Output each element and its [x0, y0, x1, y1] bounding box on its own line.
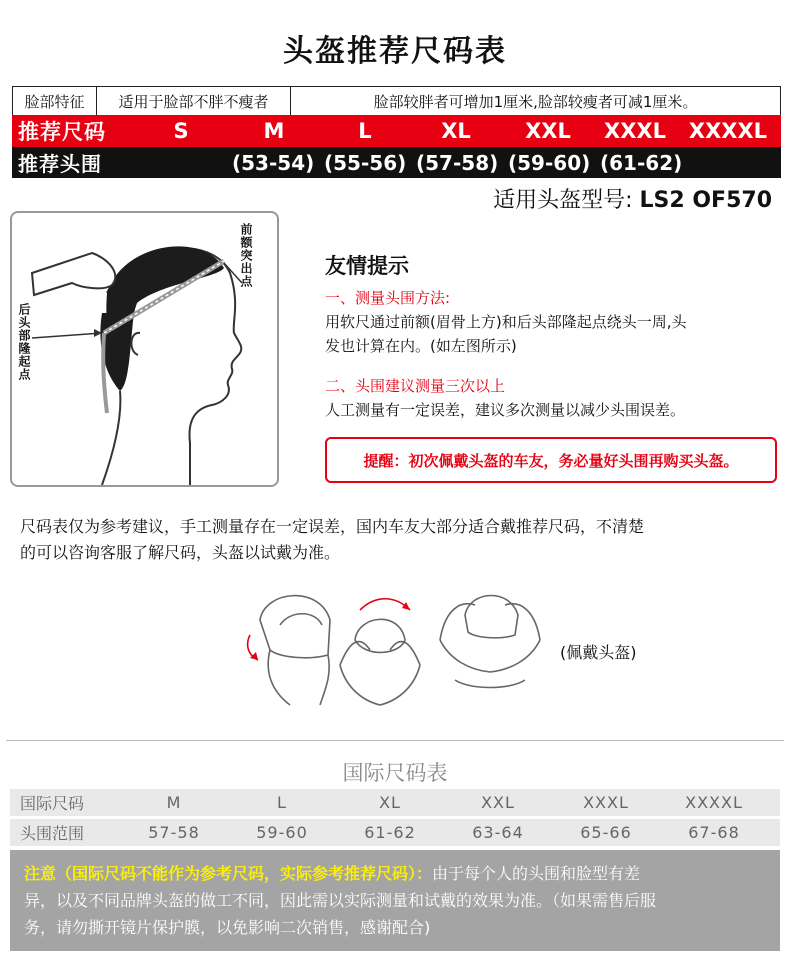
tip-text-1b: 发也计算在内。(如左图所示)	[325, 337, 517, 355]
face-feature-label: 脸部特征	[13, 87, 97, 115]
reminder-box: 提醒：初次佩戴头盔的车友，务必量好头围再购买头盔。	[325, 437, 777, 483]
recommended-size-label: 推荐尺码	[18, 120, 106, 144]
intl-head-row	[10, 819, 780, 846]
size-note-line: 的可以咨询客服了解尺码，头盔以试戴为准。	[20, 543, 341, 562]
wearing-label: (佩戴头盔)	[560, 643, 637, 662]
tips-title: 友情提示	[325, 254, 409, 278]
size-note	[20, 514, 775, 566]
face-feature-adjust: 脸部较胖者可增加1厘米,脸部较瘦者可减1厘米。	[373, 92, 698, 111]
divider	[6, 740, 784, 741]
size-cell: XXXL	[604, 119, 666, 143]
footer-notice	[10, 850, 780, 951]
model-value: LS2 OF570	[639, 188, 772, 213]
head-range-cell: (59-60)	[508, 150, 591, 175]
size-cell: XXL	[525, 119, 571, 143]
tip-text-2: 人工测量有一定误差，建议多次测量以减少头围误差。	[325, 401, 686, 419]
size-note-line: 尺码表仅为参考建议，手工测量存在一定误差，国内车友大部分适合戴推荐尺码，不清楚	[20, 517, 645, 536]
intl-size-cell: XXXL	[583, 793, 629, 812]
intl-head-cell: 63-64	[472, 823, 524, 842]
intl-size-label: 国际尺码	[20, 794, 85, 813]
recommended-head-label: 推荐头围	[18, 152, 102, 176]
head-range-cell: (55-56)	[324, 150, 407, 175]
head-range-cell: (57-58)	[416, 150, 499, 175]
intl-size-cell: L	[277, 793, 287, 812]
tip-text-1a: 用软尺通过前额(眉骨上方)和后头部隆起点绕头一周,头	[325, 313, 687, 331]
footer-highlight: 注意（国际尺码不能作为参考尺码，实际参考推荐尺码）：	[24, 864, 433, 883]
model-line	[493, 183, 772, 214]
recommended-head-row	[12, 147, 781, 178]
tip-heading-2: 二、头围建议测量三次以上	[325, 377, 506, 395]
head-measure-figure	[10, 211, 279, 487]
intl-head-cell: 65-66	[580, 823, 632, 842]
wearing-helmet-illustration	[240, 580, 550, 710]
page-title: 头盔推荐尺码表	[283, 34, 507, 69]
head-range-cell: (61-62)	[600, 150, 683, 175]
intl-head-cell: 61-62	[364, 823, 416, 842]
intl-size-cell: XXL	[481, 793, 515, 812]
intl-size-cell: M	[166, 793, 182, 812]
size-cell: XXXXL	[688, 119, 768, 143]
face-feature-normal: 适用于脸部不胖不瘦者	[97, 87, 291, 115]
intl-size-cell: XL	[379, 793, 401, 812]
recommended-size-row	[12, 115, 781, 147]
size-cell: S	[173, 119, 189, 143]
model-label: 适用头盔型号:	[493, 188, 633, 213]
intl-head-cell: 57-58	[148, 823, 200, 842]
intl-size-title: 国际尺码表	[342, 761, 448, 785]
intl-head-label: 头围范围	[20, 824, 85, 843]
size-cell: M	[263, 119, 285, 143]
intl-size-row	[10, 789, 780, 816]
intl-head-cell: 59-60	[256, 823, 308, 842]
tip-heading-1: 一、测量头围方法:	[325, 289, 451, 307]
footer-text: 异，以及不同品牌头盔的做工不同，因此需以实际测量和试戴的效果为准。（如果需售后服	[24, 891, 657, 910]
face-feature-row	[12, 86, 781, 116]
forehead-point-label: 前额突出点	[239, 223, 253, 288]
head-range-cell: (53-54)	[232, 150, 315, 175]
intl-head-cell: 67-68	[688, 823, 740, 842]
footer-text: 由于每个人的头围和脸型有差	[432, 864, 641, 883]
intl-size-cell: XXXXL	[685, 793, 743, 812]
footer-text: 务，请勿撕开镜片保护膜，以免影响二次销售，感谢配合)	[24, 918, 431, 937]
back-head-point-label: 后头部隆起点	[17, 303, 31, 381]
size-cell: L	[358, 119, 372, 143]
size-cell: XL	[441, 119, 471, 143]
tips-section	[325, 250, 785, 422]
